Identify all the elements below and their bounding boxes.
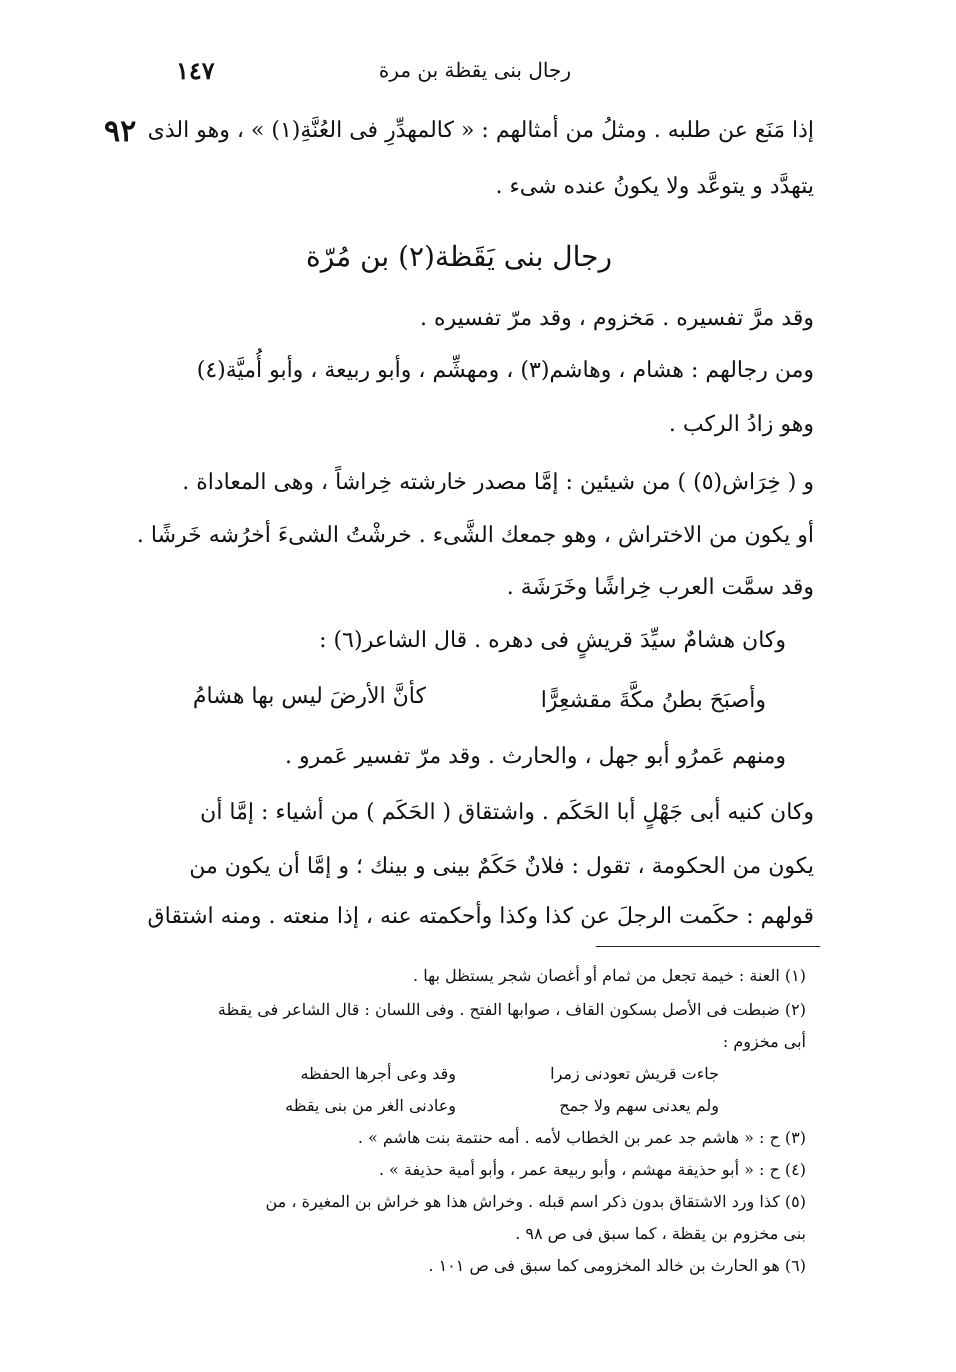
body-line-12: يكون من الحكومة ، تقول : فلانٌ حَكَمٌ بينى و بينك ؛ و إمَّا أن يكون من	[189, 854, 814, 879]
body-line-3: وقد مرَّ تفسيره . مَخزوم ، وقد مرّ تفسيره .	[420, 306, 814, 331]
footnote-5-line-1: (٥) كذا ورد الاشتقاق بدون ذكر اسم قبله . وخراش هذا هو خراش بن المغيرة ، من	[265, 1192, 806, 1211]
body-line-7: أو يكون من الاختراش ، وهو جمعك الشَّىء . خرشْتُ الشىءَ أخرُشه خَرشًا .	[136, 523, 814, 548]
body-line-9: وكان هشامٌ سيِّدَ قريشٍ فى دهره . قال الشاعر(٦) :	[319, 628, 786, 653]
footnote-5-line-2: بنى مخزوم بن يقظة ، كما سبق فى ص ٩٨ .	[515, 1224, 806, 1243]
footnote-poem-1-right: جاءت قريش تعودنى زمرا	[550, 1064, 719, 1083]
body-line-6: و ( خِرَاش(٥) ) من شيئين : إمَّا مصدر خارشته خِراشاً ، وهى المعاداة .	[182, 470, 814, 495]
verse-hemistich-right: وأصبَحَ بطنُ مكَّةَ مقشعِرًّا	[540, 688, 766, 713]
footnote-2-line-2: أبى مخزوم :	[722, 1032, 806, 1051]
body-line-10: ومنهم عَمرُو أبو جهل ، والحارث . وقد مرّ تفسير عَمرو .	[284, 744, 786, 769]
margin-number: ٩٢	[104, 114, 137, 149]
footnote-1: (١) العنة : خيمة تجعل من ثمام أو أغصان شجر يستظل بها .	[413, 966, 806, 985]
footnote-separator	[596, 946, 820, 947]
body-line-1: إذا مَنَع عن طلبه . ومثلُ من أمثالهم : « كالمهدِّرِ فى العُنَّةِ(١) » ، وهو الذى	[147, 118, 814, 143]
verse-hemistich-left: كأنَّ الأرضَ ليس بها هشامُ	[192, 684, 426, 709]
body-line-2: يتهدَّد و يتوعَّد ولا يكونُ عنده شىء .	[495, 174, 814, 199]
footnote-6: (٦) هو الحارث بن خالد المخزومى كما سبق فى ص ١٠١ .	[428, 1256, 806, 1275]
body-line-4: ومن رجالهم : هشام ، وهاشم(٣) ، ومهشِّم ، وأبو ربيعة ، وأبو أُميَّة(٤)	[196, 358, 814, 383]
body-line-11: وكان كنيه أبى جَهْلٍ أبا الحَكَم . واشتقاق ( الحَكَم ) من أشياء : إمَّا أن	[200, 800, 814, 825]
footnote-poem-2-left: وعادنى الغر من بنى يقظه	[285, 1096, 456, 1115]
footnote-3: (٣) ح : « هاشم جد عمر بن الخطاب لأمه . أمه حنتمة بنت هاشم » .	[357, 1128, 806, 1147]
page-number: ١٤٧	[176, 56, 215, 85]
footnote-4: (٤) ح : « أبو حذيفة مهشم ، وأبو ربيعة عمر ، وأبو أمية حذيفة » .	[378, 1160, 806, 1179]
footnote-poem-2-right: ولم يعدنى سهم ولا جمح	[559, 1096, 719, 1115]
footnote-2-line-1: (٢) ضبطت فى الأصل بسكون القاف ، صوابها الفتح . وفى اللسان : قال الشاعر فى يقظة	[217, 1000, 806, 1019]
section-title: رجال بنى يَقَظة(٢) بن مُرّة	[306, 240, 612, 273]
body-line-13: قولهم : حكَمت الرجلَ عن كذا وكذا وأحكمته عنه ، إذا منعته . ومنه اشتقاق	[147, 904, 814, 929]
running-title: رجال بنى يقظة بن مرة	[378, 58, 571, 82]
body-line-5: وهو زادُ الركب .	[668, 412, 814, 437]
footnote-poem-1-left: وقد وعى أجرها الحفظه	[300, 1064, 456, 1083]
body-line-8: وقد سمَّت العرب خِراشًا وخَرَشَة .	[506, 575, 814, 600]
